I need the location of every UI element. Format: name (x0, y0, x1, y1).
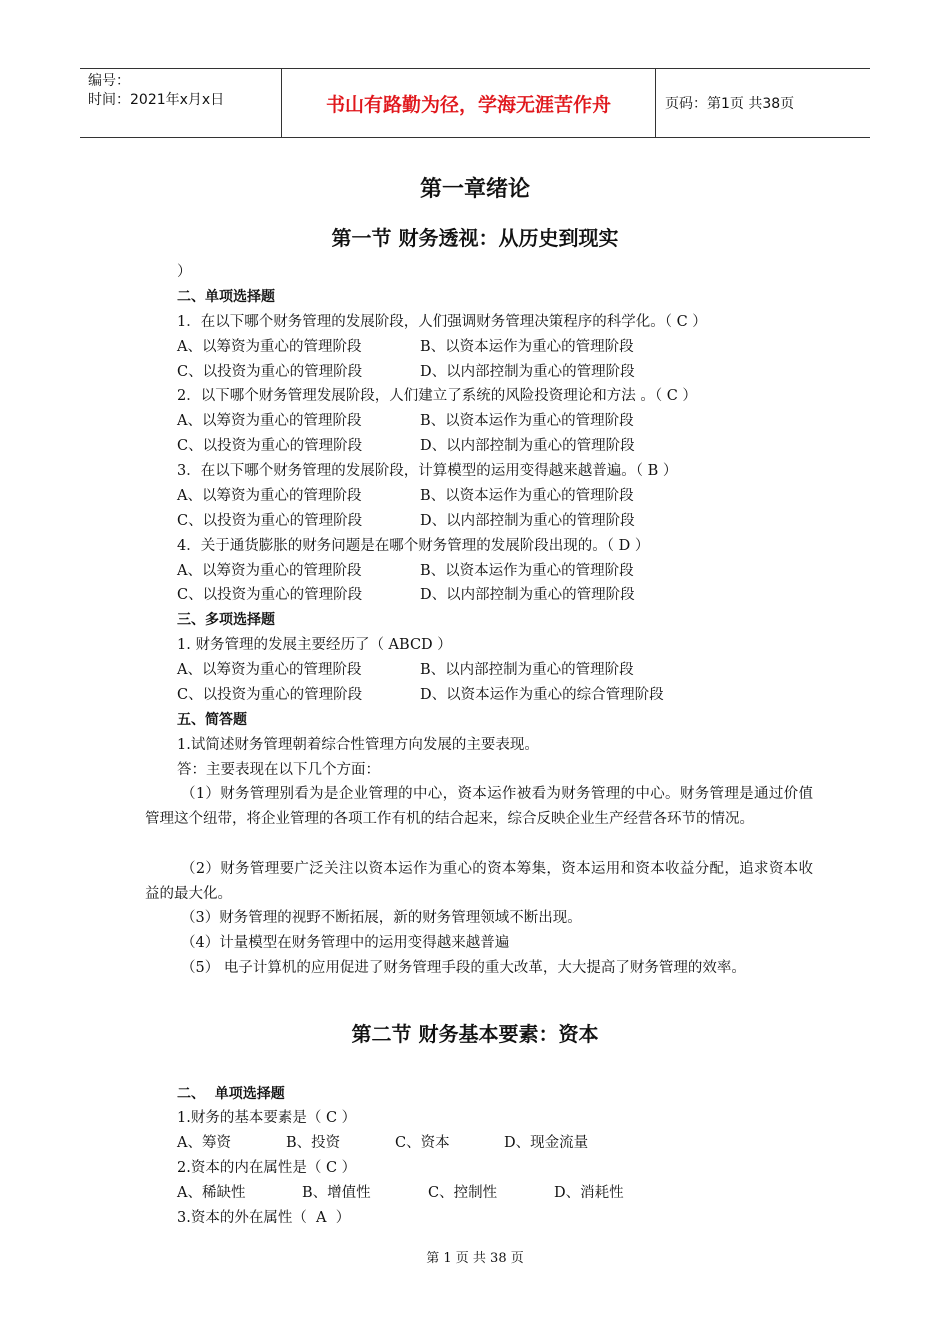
q4-option-d: D、以内部控制为重心的管理阶段 (420, 587, 635, 603)
answer-paragraph-3: （3）财务管理的视野不断拓展，新的财务管理领域不断出现。 (181, 910, 582, 926)
q2-option-d: D、以内部控制为重心的管理阶段 (420, 438, 635, 454)
q1-option-d: D、以内部控制为重心的管理阶段 (420, 364, 635, 380)
mq1-option-d: D、以资本运作为重心的综合管理阶段 (420, 687, 664, 703)
question-4: 4．关于通货膨胀的财务问题是在哪个财务管理的发展阶段出现的。（ D ） (177, 538, 650, 554)
multi-question-1: 1. 财务管理的发展主要经历了（ ABCD ） (177, 637, 452, 653)
s2-q2-option-d: D、消耗性 (554, 1185, 624, 1201)
header-meta-cell (80, 69, 282, 137)
stray-bracket: ） (177, 264, 192, 280)
section2-single-choice-heading: 二、 单项选择题 (177, 1086, 285, 1102)
section1-title: 第一节 财务透视：从历史到现实 (331, 226, 619, 250)
q3-option-b: B、以资本运作为重心的管理阶段 (420, 488, 634, 504)
q2-option-b: B、以资本运作为重心的管理阶段 (420, 413, 634, 429)
header-date-label: 时间：2021年x月x日 (88, 92, 225, 108)
answer-paragraph-4: （4）计量模型在财务管理中的运用变得越来越普遍 (181, 935, 510, 951)
header-table (80, 68, 870, 138)
header-page-info: 页码：第1页 共38页 (665, 96, 795, 112)
section2-title: 第二节 财务基本要素：资本 (351, 1022, 599, 1046)
q3-option-d: D、以内部控制为重心的管理阶段 (420, 513, 635, 529)
answer-intro: 答：主要表现在以下几个方面： (177, 762, 380, 778)
s2-q1-option-a: A、筹资 (177, 1135, 231, 1151)
question-3: 3．在以下哪个财务管理的发展阶段，计算模型的运用变得越来越普遍。（ B ） (177, 463, 678, 479)
question-2: 2．以下哪个财务管理发展阶段，人们建立了系统的风险投资理论和方法 。（ C ） (177, 388, 697, 404)
q1-option-a: A、以筹资为重心的管理阶段 (177, 339, 362, 355)
answer-paragraph-1: （1）财务管理别看为是企业管理的中心，资本运作被看为财务管理的中心。财务管理是通过价值管理这个纽带，将企业管理的各项工作有机的结合起来，综合反映企业生产经营各环节的情况。 (145, 786, 813, 827)
s2-question-3: 3.资本的外在属性（ A ） (177, 1210, 351, 1226)
multi-choice-heading: 三、多项选择题 (177, 612, 275, 628)
answer-paragraph-5: （5） 电子计算机的应用促进了财务管理手段的重大改革，大大提高了财务管理的效率。 (181, 960, 746, 976)
mq1-option-b: B、以内部控制为重心的管理阶段 (420, 662, 634, 678)
single-choice-heading: 二、单项选择题 (177, 289, 275, 305)
q1-option-c: C、以投资为重心的管理阶段 (177, 364, 363, 380)
s2-q1-option-c: C、资本 (395, 1135, 450, 1151)
s2-q2-option-c: C、控制性 (428, 1185, 498, 1201)
header-number-label: 编号： (88, 73, 130, 89)
mq1-option-a: A、以筹资为重心的管理阶段 (177, 662, 362, 678)
q4-option-c: C、以投资为重心的管理阶段 (177, 587, 363, 603)
q2-option-a: A、以筹资为重心的管理阶段 (177, 413, 362, 429)
s2-q1-option-d: D、现金流量 (504, 1135, 589, 1151)
q1-option-b: B、以资本运作为重心的管理阶段 (420, 339, 634, 355)
s2-question-2: 2.资本的内在属性是（ C ） (177, 1160, 357, 1176)
s2-q1-option-b: B、投资 (286, 1135, 341, 1151)
q4-option-b: B、以资本运作为重心的管理阶段 (420, 563, 634, 579)
question-1: 1．在以下哪个财务管理的发展阶段，人们强调财务管理决策程序的科学化。（ C ） (177, 314, 707, 330)
q4-option-a: A、以筹资为重心的管理阶段 (177, 563, 362, 579)
s2-q2-option-a: A、稀缺性 (177, 1185, 246, 1201)
header-motto: 书山有路勤为径，学海无涯苦作舟 (282, 69, 656, 137)
answer-paragraph-2: （2）财务管理要广泛关注以资本运作为重心的资本筹集，资本运用和资本收益分配，追求资本收益的最大化。 (145, 861, 813, 902)
q3-option-a: A、以筹资为重心的管理阶段 (177, 488, 362, 504)
mq1-option-c: C、以投资为重心的管理阶段 (177, 687, 363, 703)
footer-page-text: 第 1 页 共 38 页 (426, 1251, 524, 1266)
q3-option-c: C、以投资为重心的管理阶段 (177, 513, 363, 529)
s2-question-1: 1.财务的基本要素是（ C ） (177, 1110, 357, 1126)
chapter-title: 第一章绪论 (419, 177, 530, 202)
q2-option-c: C、以投资为重心的管理阶段 (177, 438, 363, 454)
short-answer-heading: 五、简答题 (177, 712, 247, 728)
short-question-1: 1.试简述财务管理朝着综合性管理方向发展的主要表现。 (177, 737, 539, 753)
page-footer (0, 1247, 950, 1266)
s2-q2-option-b: B、增值性 (302, 1185, 371, 1201)
